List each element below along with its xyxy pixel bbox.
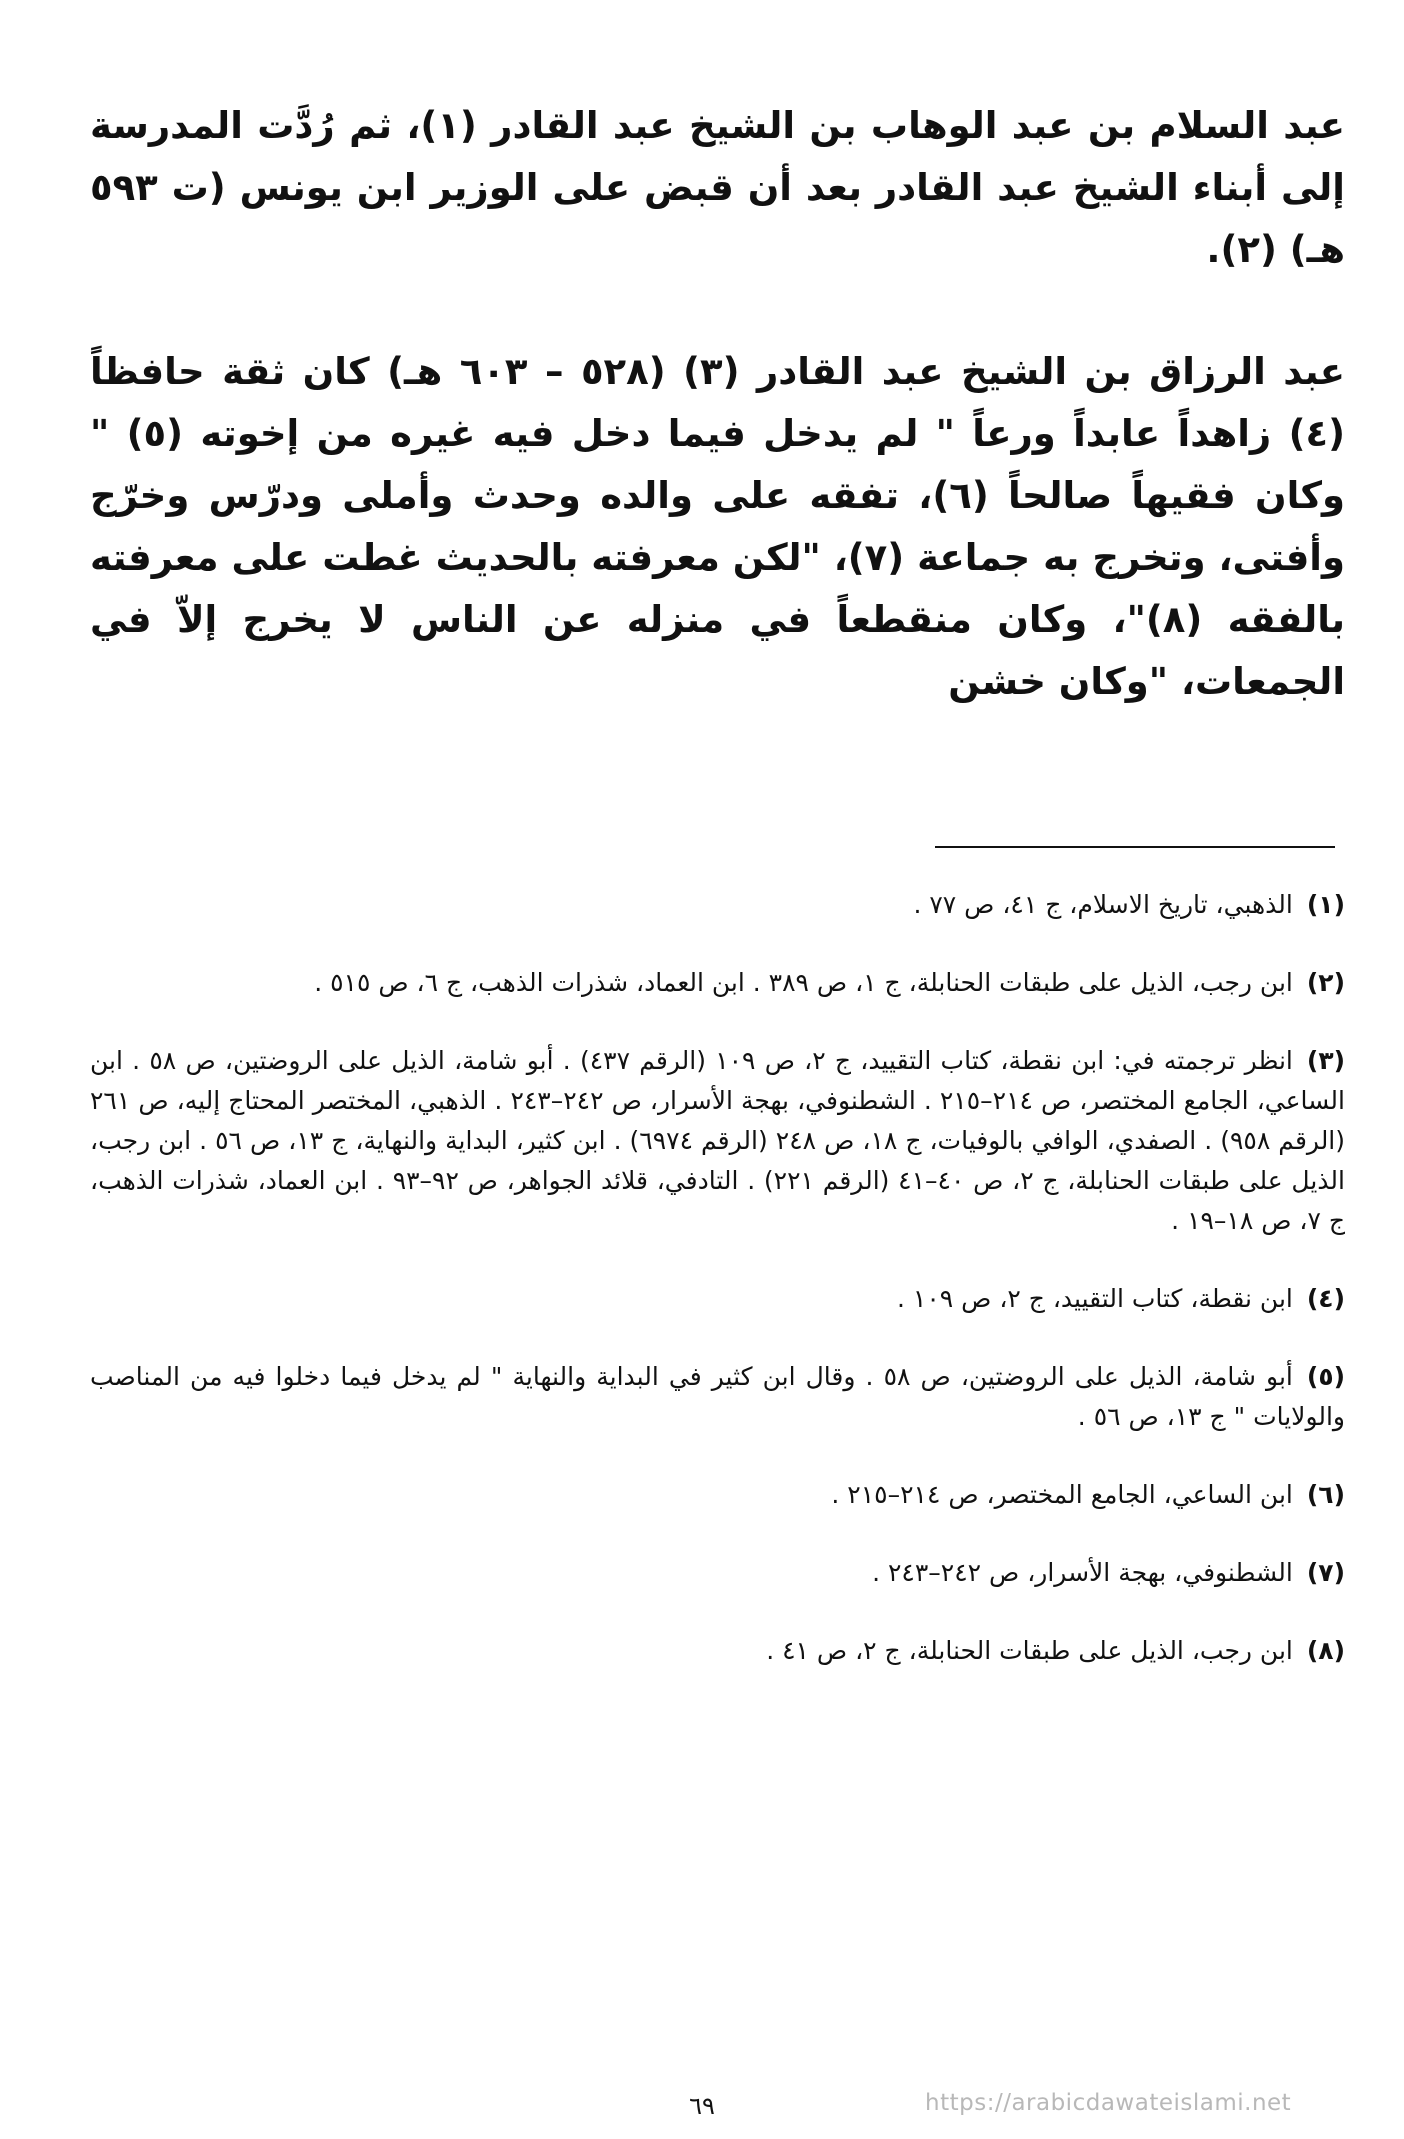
footnote-number: (٥) <box>1306 1362 1346 1391</box>
footnote-4 <box>90 1279 1345 1319</box>
footnote-separator <box>935 846 1335 848</box>
paragraph-2: عبد الرزاق بن الشيخ عبد القادر (٣) (٥٢٨ – ٦٠٣ هـ) كان ثقة حافظاً (٤) زاهداً عابداً ورعاً " لم يدخل فيما دخل فيه غيره من إخوته (٥) " وكان فقيهاً صالحاً (٦)، تفقه على والده وحدث وأملى ودرّس وخرّج وأفتى، وتخرج به جماعة (٧)، "لكن معرفته بالحديث غطت على معرفته بالفقه (٨)"، وكان منقطعاً في منزله عن الناس لا يخرج إلاّ في الجمعات، "وكان خشن <box>90 350 1346 703</box>
footnote-8 <box>90 1631 1345 1671</box>
footnote-number: (٧) <box>1306 1558 1345 1587</box>
footnote-text: انظر ترجمته في: ابن نقطة، كتاب التقييد، ج ٢، ص ١٠٩ (الرقم ٤٣٧) . أبو شامة، الذيل على الروضتين، ص ٥٨ . ابن الساعي، الجامع المختصر، ص ٢١٤–٢١٥ . الشطنوفي، بهجة الأسرار، ص ٢٤٢–٢٤٣ . الذهبي، المختصر المحتاج إليه، ص ٢٦١ (الرقم ٩٥٨) . الصفدي، الوافي بالوفيات، ج ١٨، ص ٢٤٨ (الرقم ٦٩٧٤) . ابن كثير، البداية والنهاية، ج ١٣، ص ٥٦ . ابن رجب، الذيل على طبقات الحنابلة، ج ٢، ص ٤٠–٤١ (الرقم ٢٢١) . التادفي، قلائد الجواهر، ص ٩٢–٩٣ . ابن العماد، شذرات الذهب، ج ٧، ص ١٨–١٩ . <box>90 1046 1346 1235</box>
watermark-url: https://arabicdawateislami.net <box>925 2090 1292 2116</box>
footnote-number: (٨) <box>1306 1636 1345 1665</box>
footnote-number: (٤) <box>1306 1284 1345 1313</box>
footnote-text: الشطنوفي، بهجة الأسرار، ص ٢٤٢–٢٤٣ . <box>872 1558 1293 1587</box>
footnote-text: ابن الساعي، الجامع المختصر، ص ٢١٤–٢١٥ . <box>831 1480 1293 1509</box>
page-number: ٦٩ <box>689 2092 715 2120</box>
footnote-5 <box>90 1357 1345 1437</box>
footnote-text: الذهبي، تاريخ الاسلام، ج ٤١، ص ٧٧ . <box>913 890 1293 919</box>
footnote-text: ابن رجب، الذيل على طبقات الحنابلة، ج ٢، ص ٤١ . <box>766 1636 1293 1665</box>
footnote-text: ابن نقطة، كتاب التقييد، ج ٢، ص ١٠٩ . <box>897 1284 1293 1313</box>
footnote-7 <box>90 1553 1345 1593</box>
footnote-number: (٣) <box>1306 1046 1346 1075</box>
footnote-text: أبو شامة، الذيل على الروضتين، ص ٥٨ . وقال ابن كثير في البداية والنهاية " لم يدخل فيما دخلوا فيه من المناصب والولايات " ج ١٣، ص ٥٦ . <box>90 1362 1345 1431</box>
footnotes <box>90 885 1345 1709</box>
main-text <box>90 95 1345 713</box>
footnote-1 <box>90 885 1345 925</box>
footnote-number: (٦) <box>1306 1480 1345 1509</box>
footnote-2 <box>90 963 1345 1003</box>
footnote-3 <box>90 1041 1345 1241</box>
footnote-number: (١) <box>1306 890 1345 919</box>
footnote-text: ابن رجب، الذيل على طبقات الحنابلة، ج ١، ص ٣٨٩ . ابن العماد، شذرات الذهب، ج ٦، ص ٥١٥ . <box>314 968 1293 997</box>
footnote-6 <box>90 1475 1345 1515</box>
footnote-number: (٢) <box>1306 968 1345 997</box>
paragraph-1: عبد السلام بن عبد الوهاب بن الشيخ عبد القادر (١)، ثم رُدَّت المدرسة إلى أبناء الشيخ عبد القادر بعد أن قبض على الوزير ابن يونس (ت ٥٩٣ هـ) (٢). <box>90 104 1346 271</box>
